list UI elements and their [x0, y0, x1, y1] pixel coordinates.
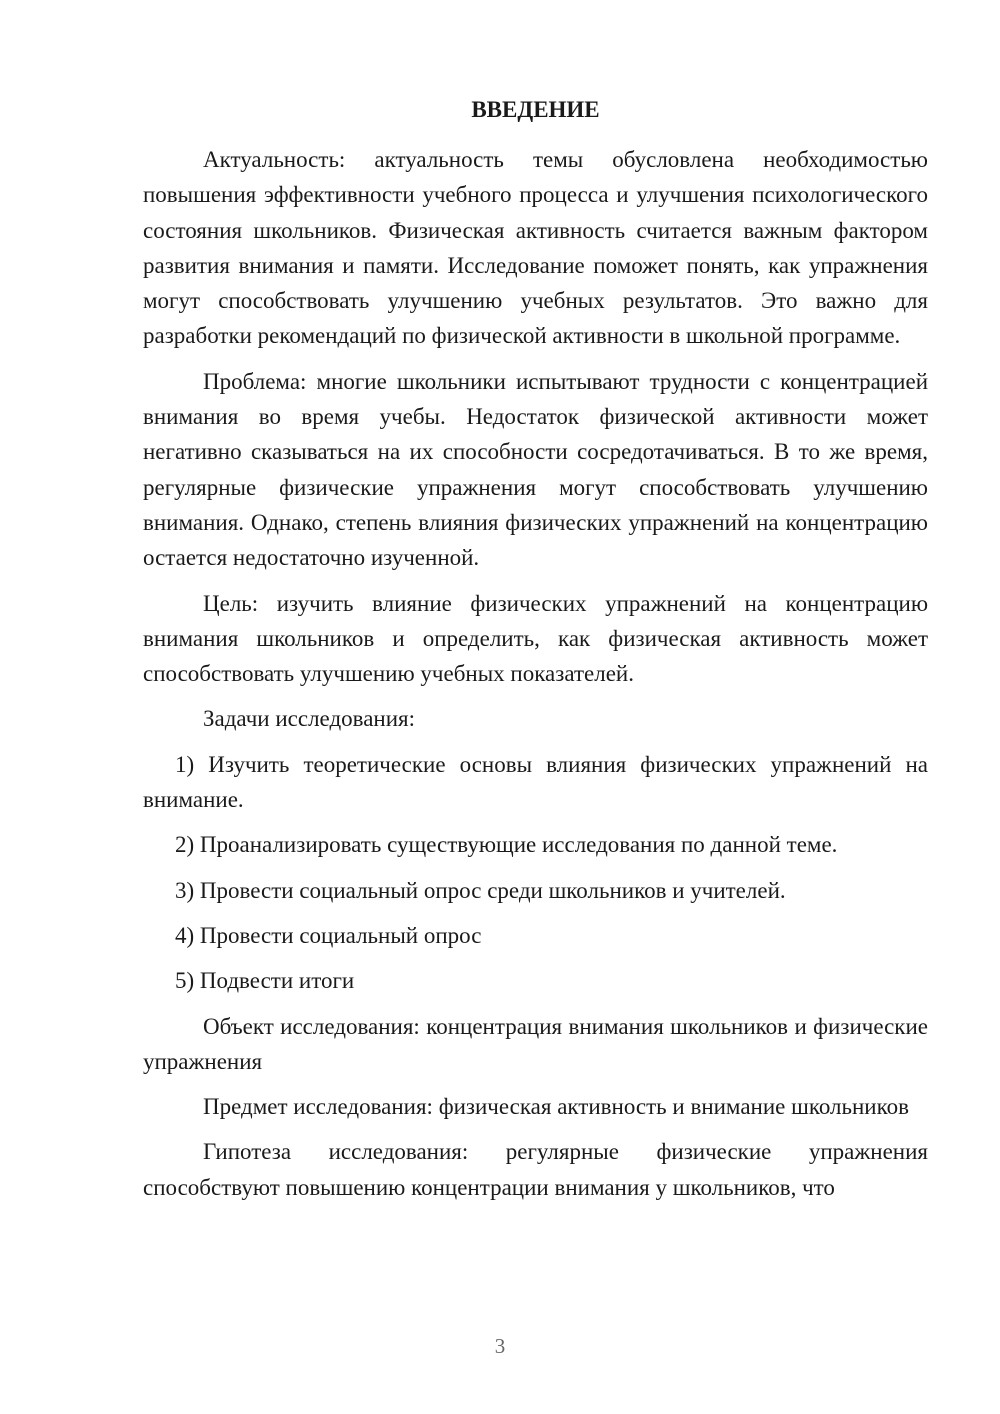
paragraph-hypothesis: Гипотеза исследования: регулярные физические упражнения способствуют повышению концентрации внимания у школьников, что — [143, 1139, 928, 1200]
page-number: 3 — [494, 1334, 506, 1358]
list-item-task-1: 1) Изучить теоретические основы влияния физических упражнений на внимание. — [143, 751, 928, 813]
paragraph-relevance: Актуальность: актуальность темы обусловлена необходимостью повышения эффективности учебного процесса и улучшения психологического состояния школьников. Физическая активность считается важным фактором развития внимания и памяти. Исследование поможет понять, как упражнения могут способствовать улучшению учебных результатов. Это важно для разработки рекомендаций по физической активности в школьной программе. — [143, 147, 928, 349]
list-item-task-4: 4) Провести социальный опрос — [175, 922, 482, 948]
document-body — [143, 96, 928, 1215]
paragraph-object: Объект исследования: концентрация внимания школьников и физические упражнения — [143, 1013, 928, 1074]
list-item-task-3: 3) Провести социальный опрос среди школьников и учителей. — [175, 877, 786, 903]
paragraph-subject: Предмет исследования: физическая активность и внимание школьников — [203, 1094, 909, 1120]
list-item-task-5: 5) Подвести итоги — [175, 968, 355, 994]
list-item-task-2: 2) Проанализировать существующие исследования по данной теме. — [175, 832, 838, 858]
paragraph-problem: Проблема: многие школьники испытывают трудности с концентрацией внимания во время учебы. Недостаток физической активности может негативно сказываться на их способности сосредотачиваться. В то же время, регулярные физические упражнения могут способствовать улучшению внимания. Однако, степень влияния физических упражнений на концентрацию остается недостаточно изученной. — [143, 368, 928, 571]
paragraph-goal: Цель: изучить влияние физических упражнений на концентрацию внимания школьников и определить, как физическая активность может способствовать улучшению учебных показателей. — [143, 590, 928, 687]
page-title: ВВЕДЕНИЕ — [471, 97, 600, 122]
paragraph-tasks-heading: Задачи исследования: — [203, 706, 416, 732]
